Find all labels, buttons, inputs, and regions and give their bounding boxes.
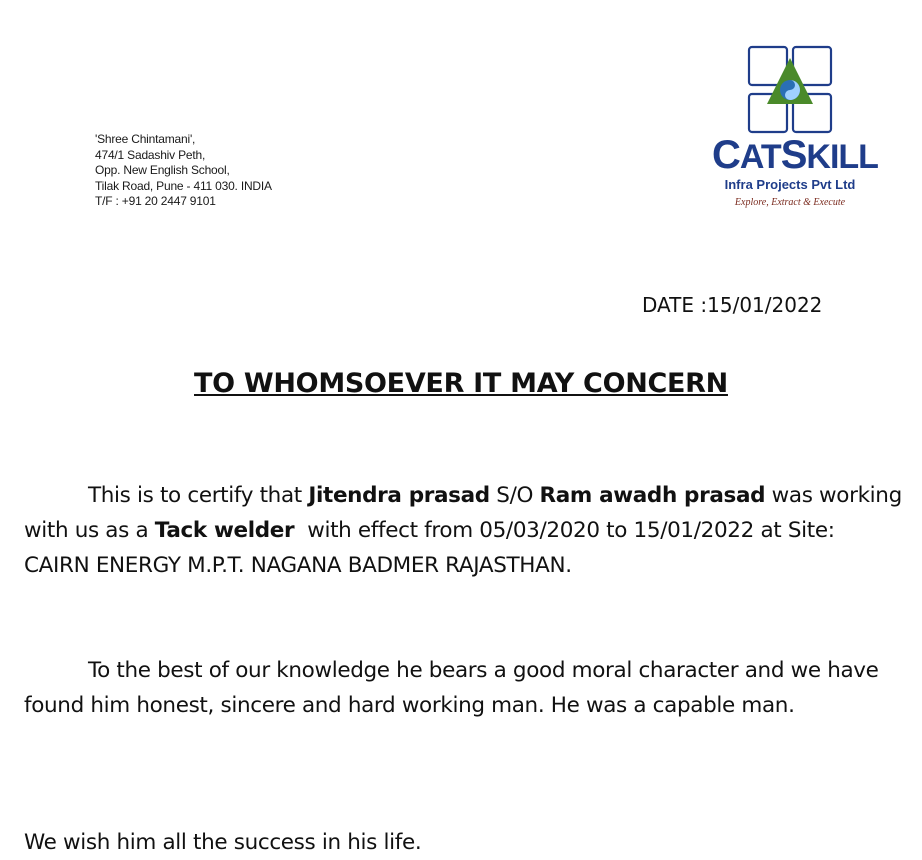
character-paragraph: To the best of our knowledge he bears a good moral character and we have found him honest, sincere and hard working man. He was a capable man. [24,658,879,718]
certificate-paragraph: This is to certify that Jitendra prasad S/O Ram awadh prasad was working with us as a Tack welder with effect from 05/03/2020 to 15/01/2022 at Site: CAIRN ENERGY M.P.T. NAGANA BADMER RAJASTHAN. [24,483,902,578]
address-line: Opp. New English School, [95,163,230,177]
wishes-paragraph: We wish him all the success in his life. [24,830,422,855]
address-line: 474/1 Sadashiv Peth, [95,147,206,162]
brand-subtitle: Infra Projects Pvt Ltd [724,177,856,192]
letter-title: TO WHOMSOEVER IT MAY CONCERN [194,368,728,399]
letter-date: DATE :15/01/2022 [642,293,823,317]
brand-name: CATSKILL [712,133,878,177]
address-phone: T/F : +91 20 2447 9101 [95,194,216,208]
address-line: Tilak Road, Pune - 411 030. INDIA [95,178,272,193]
job-role: Tack welder [154,518,295,543]
address-line: 'Shree Chintamani', [95,132,196,146]
company-logo [700,44,880,216]
brand-tagline: Explore, Extract & Execute [734,197,846,208]
employee-name: Jitendra prasad [308,483,490,508]
logo-emblem-icon [745,44,835,136]
father-name: Ram awadh prasad [539,483,766,508]
company-address [95,132,272,210]
